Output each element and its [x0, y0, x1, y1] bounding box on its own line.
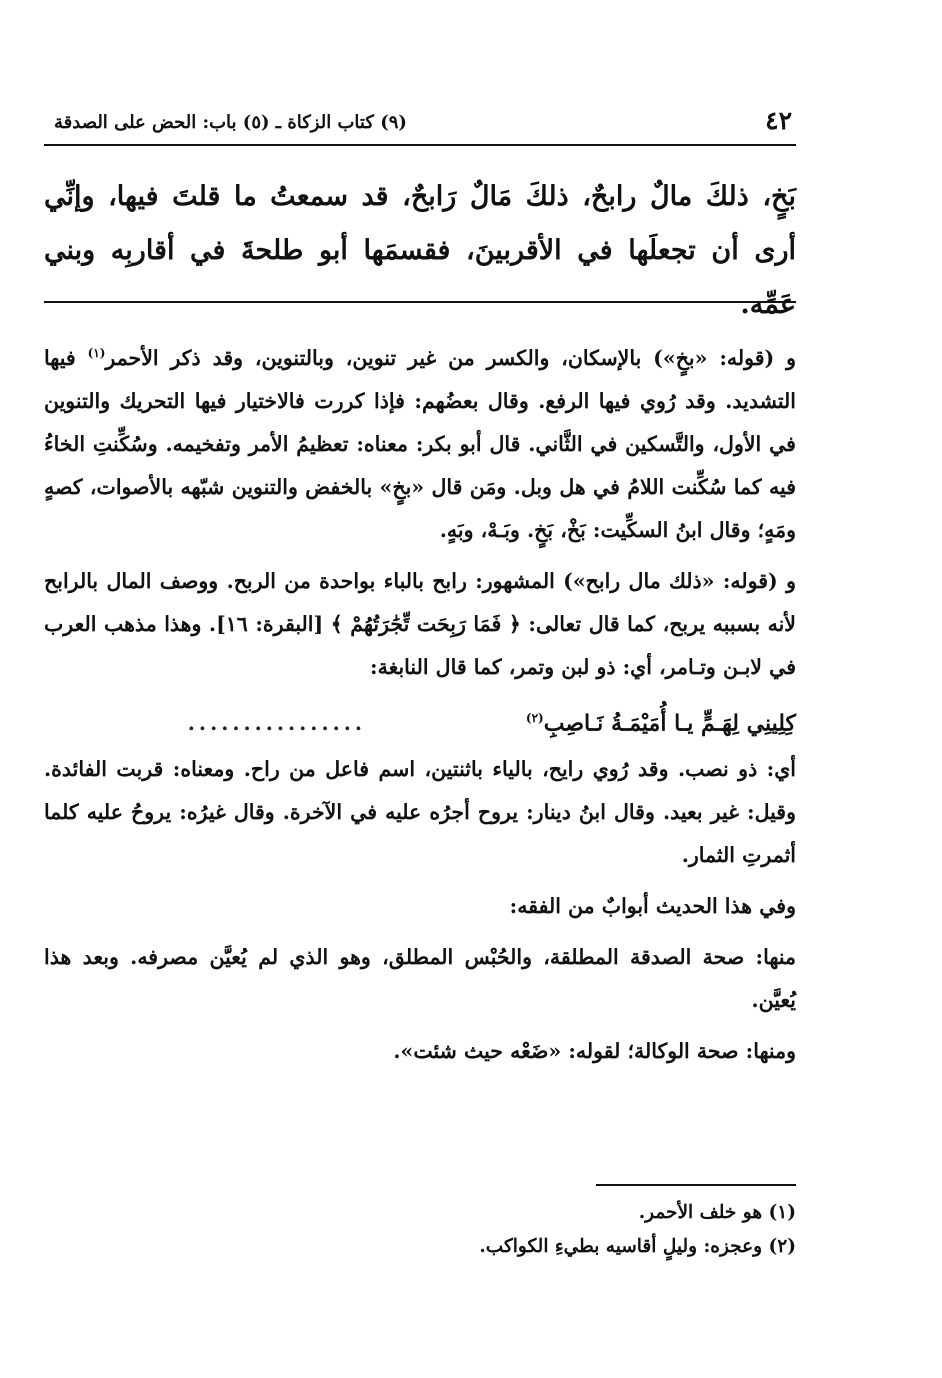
paragraph-text: فيها التشديد. وقد رُوي فيها الرفع. وقال بعضُهم: فإذا كررت فالاختيار فيها التحريك والتنوين في الأول، والتَّسكين في الثَّاني. قال أبو بكر: معناه: تعظيمُ الأمر وتفخيمه. وسُكِّنتِ الخاءُ فيه كما سُكِّنت اللامُ في هل وبل. ومَن قال «بخٍ» بالخفض والتنوين شبّهه بالأصوات، كصهٍ ومَهٍ؛ وقال ابنُ السكِّيت: بَخْ، بَخٍ. وبَـهْ، وبَهٍ.: [44, 345, 796, 542]
verse-first-hemistich: [366, 697, 796, 745]
footnote: (٢) وعجزه: وليلٍ أقاسيه بطيءِ الكواكب.: [479, 1236, 796, 1257]
footnote: (١) هو خلف الأحمر.: [638, 1202, 796, 1223]
verse-ellipsis: ................: [187, 711, 366, 736]
chapter-title: (٩) كتاب الزكاة ـ (٥) باب: الحض على الصدقة: [54, 112, 407, 133]
commentary-paragraph: [44, 332, 796, 552]
commentary: [44, 332, 796, 1081]
running-header: [44, 104, 796, 146]
commentary-paragraph: و (قوله: «ذلك مال رابح») المشهور: رابح بالباء بواحدة من الربح. ووصف المال بالرابح لأنه بسببه يربح، كما قال تعالى: ﴿ فَمَا رَبِحَت تِّجَٰرَتُهُمْ ﴾ [البقرة: ١٦]. وهذا مذهب العرب في لابـن وتـامر، أي: ذو لبن وتمر، كما قال النابغة:: [44, 568, 796, 679]
footnote-divider: [596, 1184, 796, 1186]
commentary-paragraph: وفي هذا الحديث أبوابٌ من الفقه:: [509, 893, 796, 918]
hadith-text: بَخٍ، ذلكَ مالٌ رابحٌ، ذلكَ مَالٌ رَابحٌ، قد سمعتُ ما قلتَ فيها، وإنِّي أرى أن تجعلَها في الأقربينَ، فقسمَها أبو طلحةَ في أقاربِه وبني عَمِّه.: [44, 181, 796, 320]
verse-text: كِلِينِي لِهَـمٍّ يـا أُمَيْمَـةُ نَـاصِبِ: [543, 710, 796, 737]
page-number: ٤٢: [765, 106, 792, 135]
commentary-paragraph: أي: ذو نصب. وقد رُوي رايح، بالياء باثنتين، اسم فاعل من راح. ومعناه: قربت الفائدة. وقيل: غير بعيد. وقال ابنُ دينار: يروح أجرُه عليه في الآخرة. وقال غيرُه: يروحُ عليه كلما أثمرتِ الثمار.: [44, 756, 796, 867]
paragraph-text: و (قوله: «بخٍ») بالإسكان، والكسر من غير تنوين، وبالتنوين، وقد ذكر الأحمر: [105, 345, 796, 370]
footnote-ref: (١): [87, 346, 106, 360]
main-text-divider: [44, 301, 796, 303]
commentary-paragraph: ومنها: صحة الوكالة؛ لقوله: «ضَعْه حيث شئت».: [393, 1038, 796, 1063]
poetry-verse: [44, 697, 796, 740]
footnotes: [44, 1196, 796, 1264]
commentary-paragraph: منها: صحة الصدقة المطلقة، والحُبْس المطلق، وهو الذي لم يُعيَّن مصرفه. وبعد هذا يُعيَّن.: [44, 944, 796, 1012]
footnote-ref: (٢): [525, 710, 544, 725]
